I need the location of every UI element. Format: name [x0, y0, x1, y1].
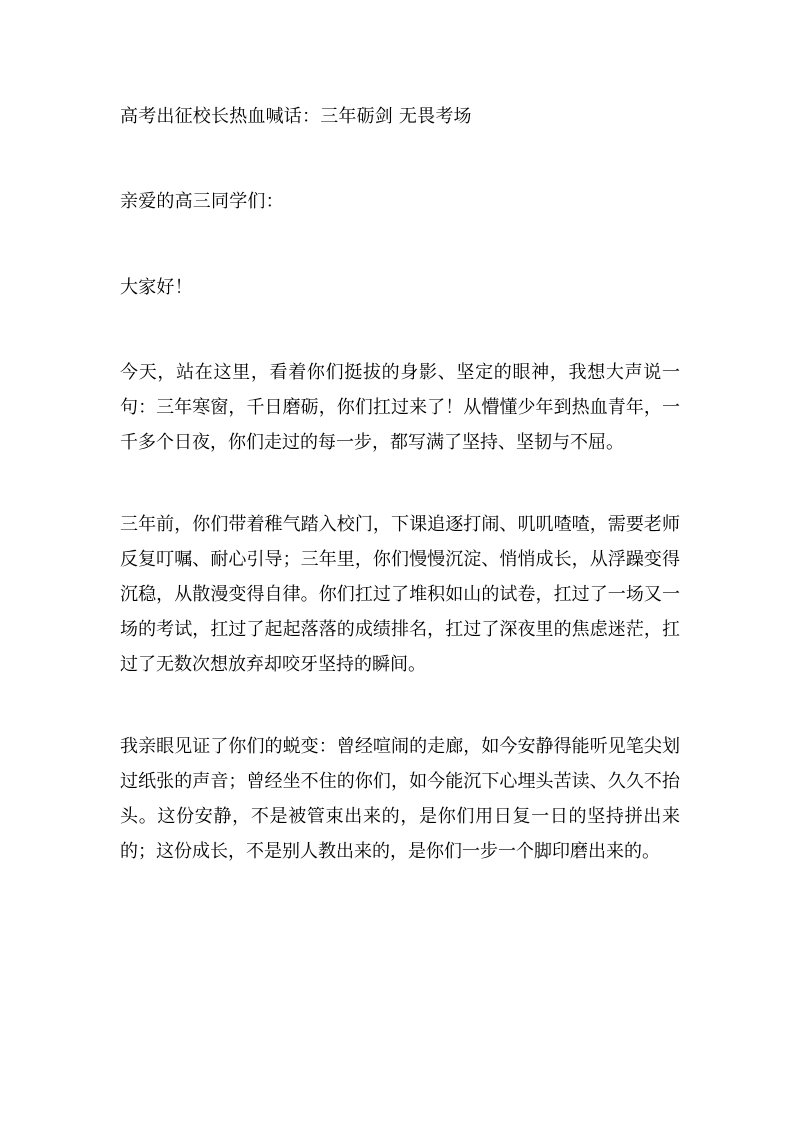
document-body	[120, 99, 680, 916]
salutation: 亲爱的高三同学们：	[120, 191, 284, 212]
paragraph-3: 我亲眼见证了你们的蜕变：曾经喧闹的走廊，如今安静得能听见笔尖划过纸张的声音；曾经坐不住的你们，如今能沉下心埋头苦读、久久不抬头。这份安静，不是被管束出来的，是你们用日复一日的坚持拼出来的；这份成长，不是别人教出来的，是你们一步一个脚印磨出来的。	[120, 736, 680, 862]
paragraph-1: 今天，站在这里，看着你们挺拔的身影、坚定的眼神，我想大声说一句：三年寒窗，千日磨砺，你们扛过来了！从懵懂少年到热血青年，一千多个日夜，你们走过的每一步，都写满了坚持、坚韧与不屈。	[120, 362, 680, 453]
greeting: 大家好！	[120, 277, 193, 298]
document-title: 高考出征校长热血喊话：三年砺剑 无畏考场	[120, 106, 472, 127]
paragraph-2: 三年前，你们带着稚气踏入校门，下课追逐打闹、叽叽喳喳，需要老师反复叮嘱、耐心引导；三年里，你们慢慢沉淀、悄悄成长，从浮躁变得沉稳，从散漫变得自律。你们扛过了堆积如山的试卷，扛过了一场又一场的考试，扛过了起起落落的成绩排名，扛过了深夜里的焦虑迷茫，扛过了无数次想放弃却咬牙坚持的瞬间。	[120, 514, 680, 675]
